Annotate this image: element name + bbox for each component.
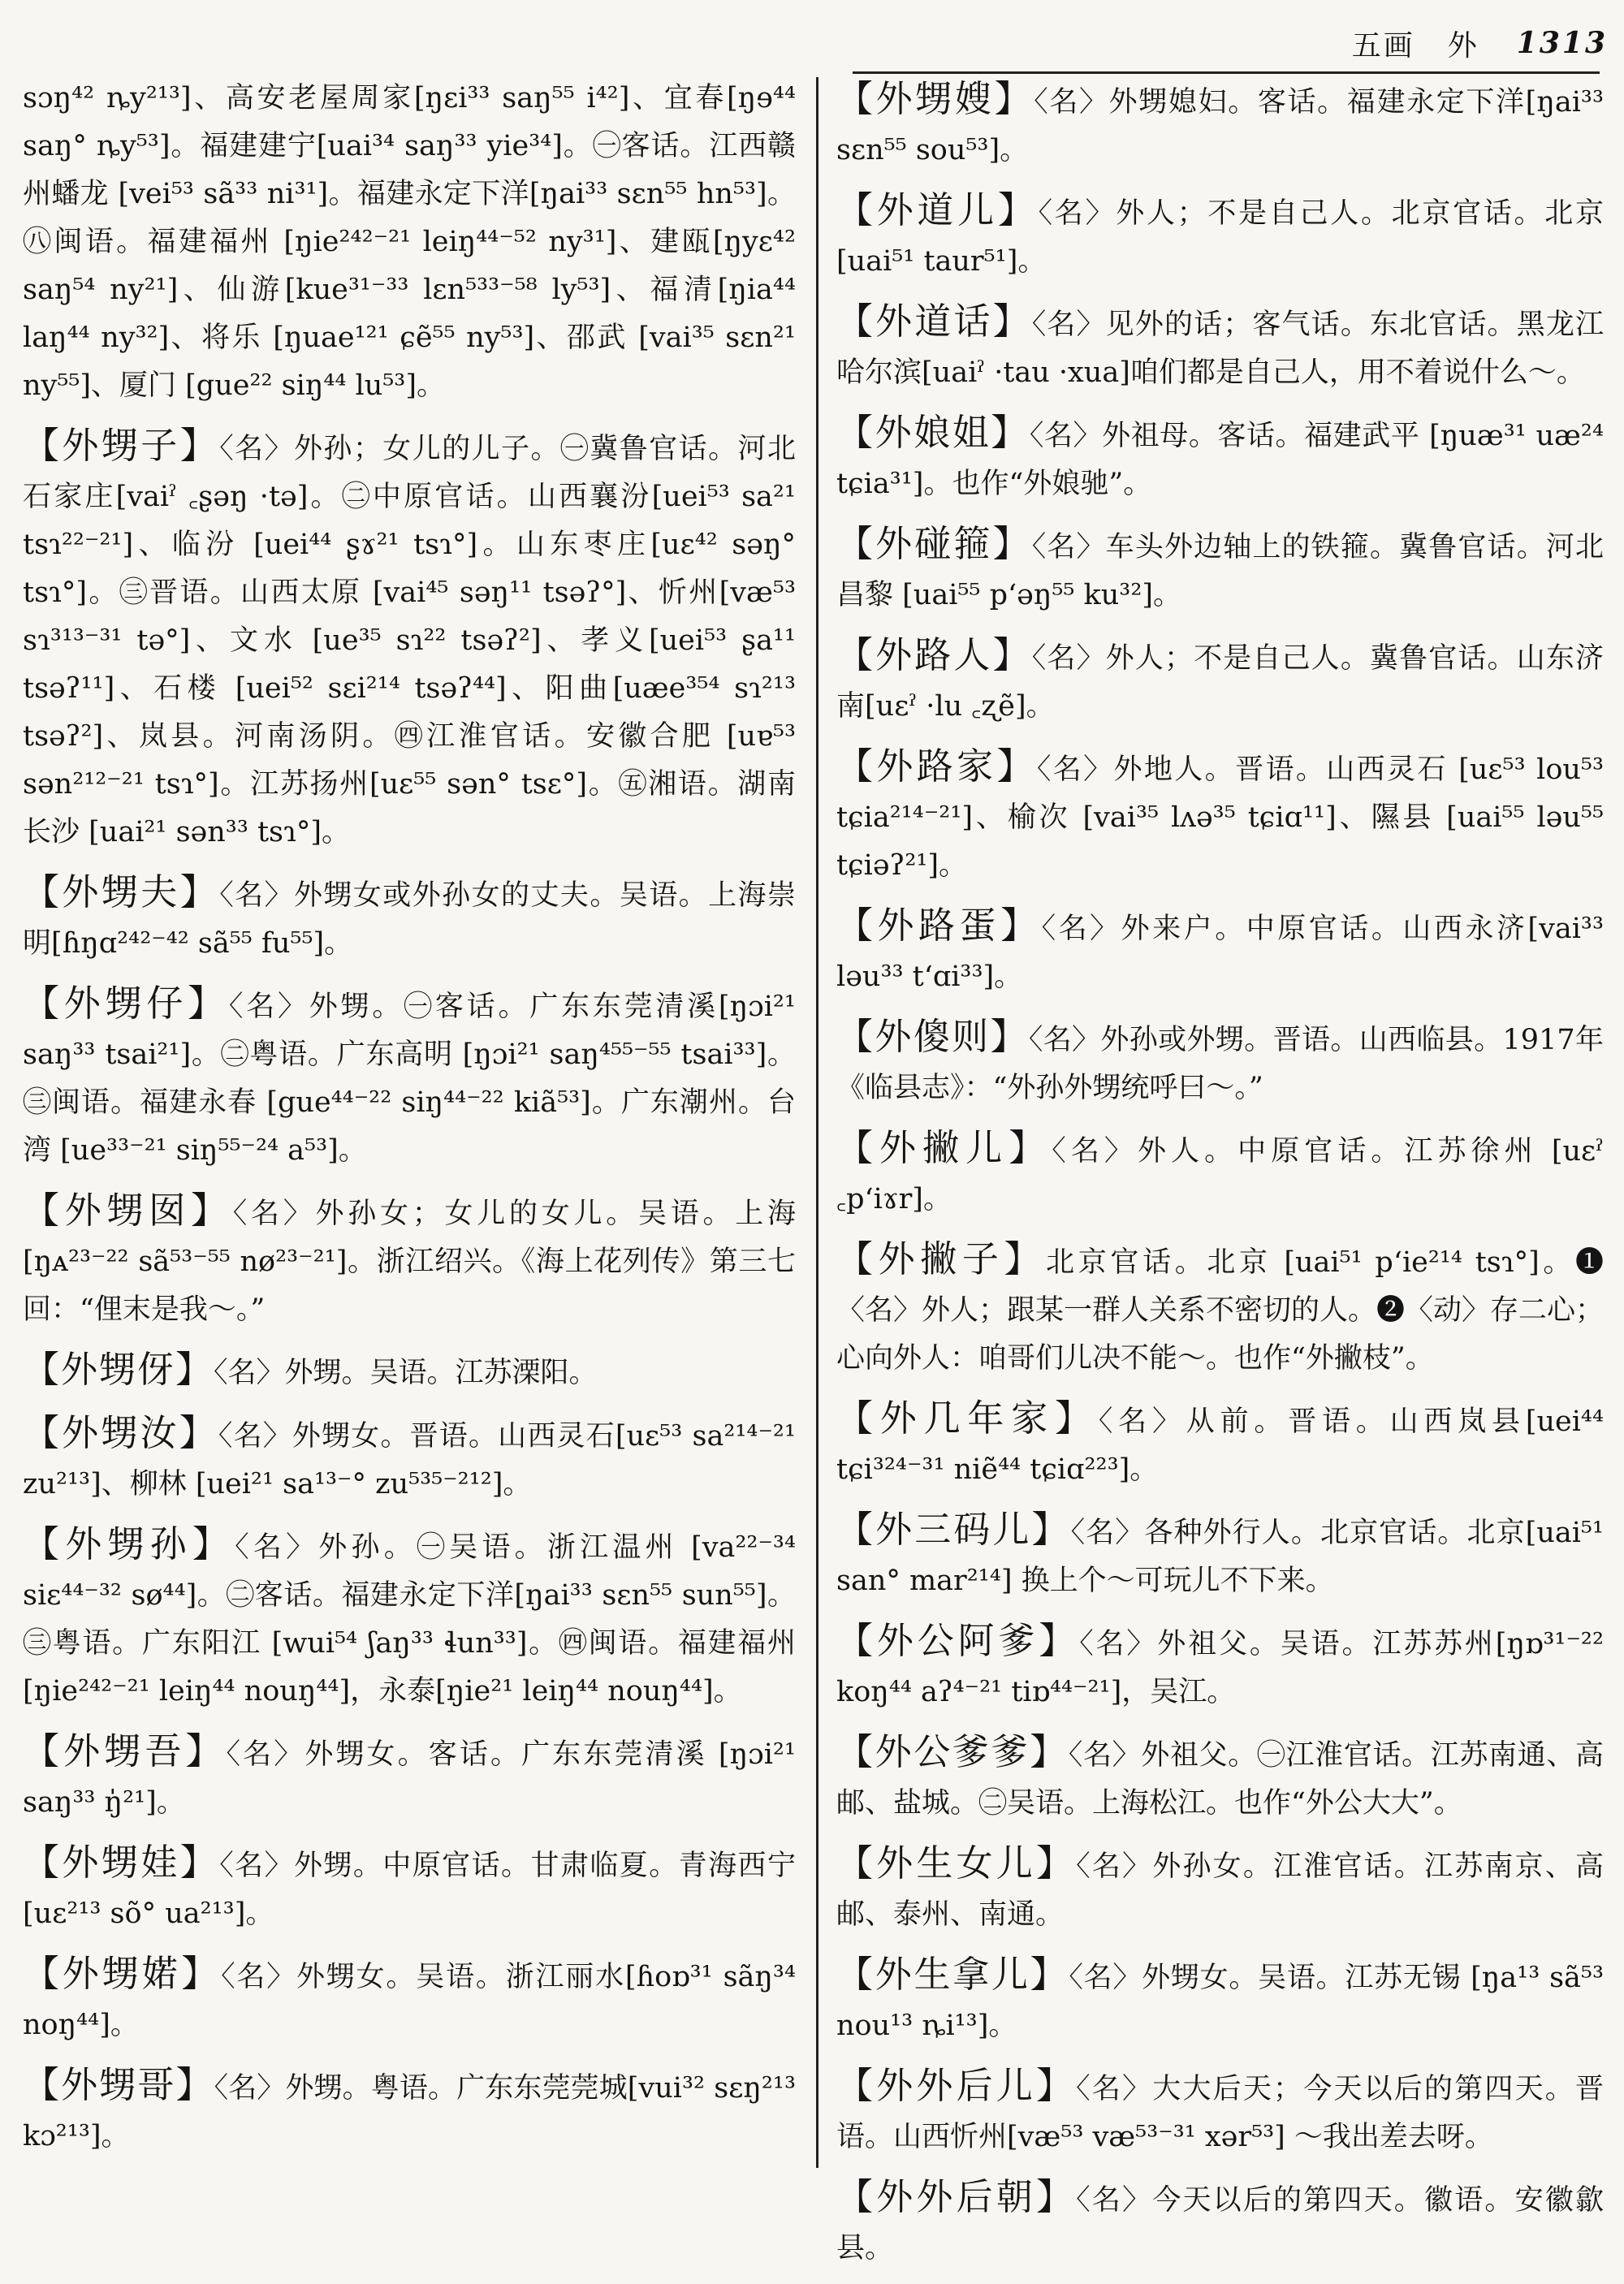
header-rule	[853, 71, 1600, 74]
entry-definition: 〈名〉外甥女或外孙女的丈夫。吴语。上海崇明[ɦŋɑ²⁴²⁻⁴² sã⁵⁵ fu⁵⁵]。	[23, 879, 796, 960]
entry-definition: 〈名〉外祖父。吴语。江苏苏州[ŋɒ³¹⁻²² koŋ⁴⁴ aʔ⁴⁻²¹ tiɒ⁴⁴⁻²¹]，吴江。	[836, 1628, 1604, 1708]
dictionary-entry	[836, 520, 1604, 620]
entry-definition: 〈名〉外甥。中原官话。甘肃临夏。青海西宁 [uɛ²¹³ sõ° ua²¹³]。	[23, 1850, 796, 1930]
dictionary-entry	[836, 1235, 1604, 1383]
entry-definition: 〈名〉大大后天；今天以后的第四天。晋语。山西忻州[væ⁵³ væ⁵³⁻³¹ xər⁵³] ～我出差去呀。	[836, 2073, 1604, 2153]
entry-definition: 〈名〉外甥媳妇。客话。福建永定下洋[ŋai³³ sɛn⁵⁵ sou⁵³]。	[836, 86, 1604, 166]
dictionary-entry	[836, 1839, 1604, 1939]
dictionary-entry	[836, 1950, 1604, 2050]
dictionary-entry	[836, 186, 1604, 286]
dictionary-entry	[836, 297, 1604, 397]
entry-definition: 〈名〉车头外边轴上的铁箍。冀鲁官话。河北昌黎 [uai⁵⁵ pʻəŋ⁵⁵ ku³²]。	[836, 531, 1604, 611]
entry-definition: 〈名〉外甥女。吴语。浙江丽水[ɦoɒ³¹ sãŋ³⁴ noŋ⁴⁴]。	[23, 1961, 796, 2041]
dictionary-entry	[836, 1617, 1604, 1716]
entry-headword: 【外撇子】	[836, 1237, 1047, 1280]
dictionary-entry	[836, 1124, 1604, 1224]
entry-definition: 〈名〉外孙女。江淮官话。江苏南京、高邮、泰州、南通。	[836, 1850, 1604, 1931]
entry-definition: 〈名〉外甥女。晋语。山西灵石[uɛ⁵³ sa²¹⁴⁻²¹ zu²¹³]、柳林 [uei²¹ sa¹³⁻° zu⁵³⁵⁻²¹²]。	[23, 1420, 796, 1500]
header-section: 五画	[1351, 28, 1415, 63]
dictionary-entry	[836, 1728, 1604, 1828]
entry-headword: 【外外后朝】	[836, 2175, 1077, 2218]
page-header	[1267, 23, 1608, 63]
dictionary-entry	[23, 1409, 796, 1509]
entry-definition: 〈名〉见外的话；客气话。东北官话。黑龙江哈尔滨[uaiˀ ·tau ·xua]咱们都是自己人，用不着说什么～。	[836, 309, 1604, 389]
entry-headword: 【外甥仔】	[23, 982, 229, 1025]
entry-headword: 【外生拿儿】	[836, 1953, 1069, 1996]
dictionary-entry	[836, 742, 1604, 890]
entry-definition: 〈名〉外甥。㊀客话。广东东莞清溪[ŋɔi²¹ saŋ³³ tsai²¹]。㊁粤语。广东高明 [ŋɔi²¹ saŋ⁴⁵⁵⁻⁵⁵ tsai³³]。㊂闽语。福建永春 [gue⁴⁴⁻²² siŋ⁴⁴⁻²² kiã⁵³]。广东潮州。台湾 [ue³³⁻²¹ siŋ⁵⁵⁻²⁴ a⁵³]。	[23, 991, 796, 1167]
entry-headword: 【外公爹爹】	[836, 1730, 1069, 1773]
entry-definition: 〈名〉外甥女。客话。广东东莞清溪 [ŋɔi²¹ saŋ³³ ŋ̍²¹]。	[23, 1738, 796, 1819]
entry-definition: 〈名〉从前。晋语。山西岚县[uei⁴⁴ tɕi³²⁴⁻³¹ niẽ⁴⁴ tɕiɑ²²³]。	[836, 1405, 1604, 1486]
entry-headword: 【外甥娃】	[23, 1841, 220, 1884]
entry-definition: 〈名〉外祖父。㊀江淮官话。江苏南通、高邮、盐城。㊁吴语。上海松江。也作“外公大大”。	[836, 1739, 1604, 1820]
dictionary-entry	[23, 868, 796, 968]
dictionary-entry	[23, 1186, 796, 1334]
entry-headword: 【外路家】	[836, 745, 1037, 788]
entry-headword: 【外甥婼】	[23, 1952, 222, 1995]
entry-headword: 【外外后儿】	[836, 2064, 1077, 2107]
dictionary-entry	[836, 901, 1604, 1001]
dictionary-entry	[23, 1520, 796, 1716]
entry-headword: 【外甥夫】	[23, 870, 220, 913]
entry-headword: 【外甥伢】	[23, 1348, 214, 1391]
header-char: 外	[1447, 28, 1479, 63]
column-divider	[816, 77, 818, 2168]
entry-headword: 【外公阿爹】	[836, 1619, 1080, 1662]
entry-headword: 【外碰箍】	[836, 522, 1032, 565]
left-column	[23, 75, 796, 2172]
entry-definition: 〈名〉外人；不是自己人。冀鲁官话。山东济南[uɛˀ ·lu ꜀ʐẽ]。	[836, 642, 1604, 723]
entry-definition: 〈名〉外孙或外甥。晋语。山西临县。1917年《临县志》：“外孙外甥统呼曰～。”	[836, 1024, 1604, 1104]
dictionary-entry	[23, 1838, 796, 1938]
entry-headword: 【外甥哥】	[23, 2063, 214, 2106]
dictionary-entry	[836, 2062, 1604, 2161]
dictionary-entry	[836, 2173, 1604, 2273]
entry-headword: 【外道话】	[836, 300, 1032, 343]
entry-headword: 【外路人】	[836, 633, 1032, 676]
entry-definition: 〈名〉外人。中原官话。江苏徐州 [uɛˀ ꜀pʻiɤr]。	[836, 1135, 1604, 1215]
dictionary-entry	[23, 1727, 796, 1827]
page-number: 1313	[1516, 26, 1608, 60]
dictionary-entry	[836, 1012, 1604, 1112]
entry-headword: 【外甥吾】	[23, 1729, 227, 1772]
entry-headword: 【外生女儿】	[836, 1841, 1077, 1885]
entry-headword: 【外撇儿】	[836, 1126, 1052, 1169]
entry-headword: 【外甥囡】	[23, 1189, 233, 1232]
dictionary-entry	[23, 421, 796, 857]
entry-headword: 【外道儿】	[836, 188, 1039, 231]
entry-definition: 〈名〉外甥女。吴语。江苏无锡 [ŋa¹³ sã⁵³ nou¹³ ȵi¹³]。	[836, 1962, 1604, 2042]
entry-definition: 〈名〉外地人。晋语。山西灵石 [uɛ⁵³ lou⁵³ tɕia²¹⁴⁻²¹]、榆次 [vai³⁵ lʌə³⁵ tɕiɑ¹¹]、隰县 [uai⁵⁵ ləu⁵⁵ tɕiəʔ²¹]。	[836, 753, 1604, 882]
entry-definition: 〈名〉外祖母。客话。福建武平 [ŋuæ³¹ uæ²⁴ tɕia³¹]。也作“外娘驰”。	[836, 420, 1604, 500]
entry-definition: 〈名〉外孙；女儿的儿子。㊀冀鲁官话。河北石家庄[vaiˀ ꜀ʂəŋ ·tə]。㊁中原官话。山西襄汾[uei⁵³ sa²¹ tsɿ²²⁻²¹]、临汾 [uei⁴⁴ ʂɤ²¹ tsɿ°]。山东枣庄[uɛ⁴² səŋ° tsɿ°]。㊂晋语。山西太原 [vai⁴⁵ səŋ¹¹ tsəʔ°]、忻州[væ⁵³ sɿ³¹³⁻³¹ tə°]、文水 [ue³⁵ sɿ²² tsəʔ²]、孝义[uei⁵³ ʂa¹¹ tsəʔ¹¹]、石楼 [uei⁵² sɛi²¹⁴ tsəʔ⁴⁴]、阳曲[uæe³⁵⁴ sɿ²¹³ tsəʔ²]、岚县。河南汤阴。㊃江淮官话。安徽合肥 [uɐ⁵³ sən²¹²⁻²¹ tsɿ°]。江苏扬州[uɛ⁵⁵ sən° tsɛ°]。㊄湘语。湖南长沙 [uai²¹ sən³³ tsɿ°]。	[23, 433, 796, 848]
dictionary-entry	[23, 2061, 796, 2161]
dictionary-entry	[836, 631, 1604, 731]
dictionary-entry	[836, 408, 1604, 508]
dictionary-entry	[836, 75, 1604, 175]
entry-definition: 〈名〉外孙女；女儿的女儿。吴语。上海[ŋᴀ²³⁻²² sã⁵³⁻⁵⁵ nø²³⁻²¹]。浙江绍兴。《海上花列传》第三七回：“俚末是我～。”	[23, 1198, 796, 1326]
right-column	[836, 75, 1604, 2284]
entry-definition: 〈名〉外甥。粤语。广东东莞莞城[vui³² sɛŋ²¹³ kɔ²¹³]。	[23, 2072, 796, 2152]
entry-definition: 北京官话。北京 [uai⁵¹ pʻie²¹⁴ tsɿ°]。❶〈名〉外人；跟某一群人关系不密切的人。❷〈动〉存二心；心向外人：咱哥们儿决不能～。也作“外撇枝”。	[836, 1246, 1605, 1375]
entry-definition: 〈名〉外人；不是自己人。北京官话。北京[uai⁵¹ taur⁵¹]。	[836, 197, 1604, 278]
entry-definition: 〈名〉外来户。中原官话。山西永济[vai³³ ləu³³ tʻɑi³³]。	[836, 913, 1604, 993]
entry-headword: 【外甥嫂】	[836, 77, 1034, 120]
dictionary-entry	[23, 1949, 796, 2049]
entry-headword: 【外甥孙】	[23, 1522, 235, 1565]
entry-definition: sɔŋ⁴² ȵy²¹³]、高安老屋周家[ŋɛi³³ saŋ⁵⁵ i⁴²]、宜春[ŋɘ⁴⁴ saŋ° ȵy⁵³]。福建建宁[uai³⁴ saŋ³³ yie³⁴]。㊀客话。江西赣州蟠龙 [vei⁵³ sã³³ ni³¹]。福建永定下洋[ŋai³³ sɛn⁵⁵ hn⁵³]。㊇闽语。福建福州 [ŋie²⁴²⁻²¹ leiŋ⁴⁴⁻⁵² ny³¹]、建瓯[ŋyɛ⁴² saŋ⁵⁴ ny²¹]、仙游[kue³¹⁻³³ lɛn⁵³³⁻⁵⁸ ly⁵³]、福清[ŋia⁴⁴ laŋ⁴⁴ ny³²]、将乐 [ŋuae¹²¹ ɕẽ⁵⁵ ny⁵³]、邵武 [vai³⁵ sɛn²¹ ny⁵⁵]、厦门 [gue²² siŋ⁴⁴ lu⁵³]。	[23, 82, 796, 402]
entry-headword: 【外三码儿】	[836, 1508, 1071, 1551]
dictionary-entry	[23, 75, 796, 410]
entry-definition: 〈名〉各种外行人。北京官话。北京[uai⁵¹ san° mar²¹⁴] 换上个～可玩儿不下来。	[836, 1517, 1604, 1597]
entry-definition: 〈名〉外孙。㊀吴语。浙江温州 [va²²⁻³⁴ siɛ⁴⁴⁻³² sø⁴⁴]。㊁客话。福建永定下洋[ŋai³³ sɛn⁵⁵ sun⁵⁵]。㊂粤语。广东阳江 [wui⁵⁴ ʃaŋ³³ ɬun³³]。㊃闽语。福建福州 [ŋie²⁴²⁻²¹ leiŋ⁴⁴ nouŋ⁴⁴]，永泰[ŋie²¹ leiŋ⁴⁴ nouŋ⁴⁴]。	[23, 1531, 796, 1708]
entry-definition: 〈名〉今天以后的第四天。徽语。安徽歙县。	[836, 2184, 1604, 2265]
dictionary-entry	[836, 1505, 1604, 1605]
dictionary-entry	[23, 1345, 796, 1397]
entry-headword: 【外几年家】	[836, 1397, 1099, 1440]
dictionary-entry	[836, 1394, 1604, 1494]
entry-headword: 【外甥汝】	[23, 1411, 218, 1454]
entry-headword: 【外路蛋】	[836, 904, 1042, 947]
entry-headword: 【外娘姐】	[836, 411, 1030, 454]
dictionary-entry	[23, 979, 796, 1175]
entry-definition: 〈名〉外甥。吴语。江苏溧阳。	[214, 1357, 598, 1389]
entry-headword: 【外甥子】	[23, 424, 220, 467]
entry-headword: 【外傻则】	[836, 1015, 1029, 1058]
